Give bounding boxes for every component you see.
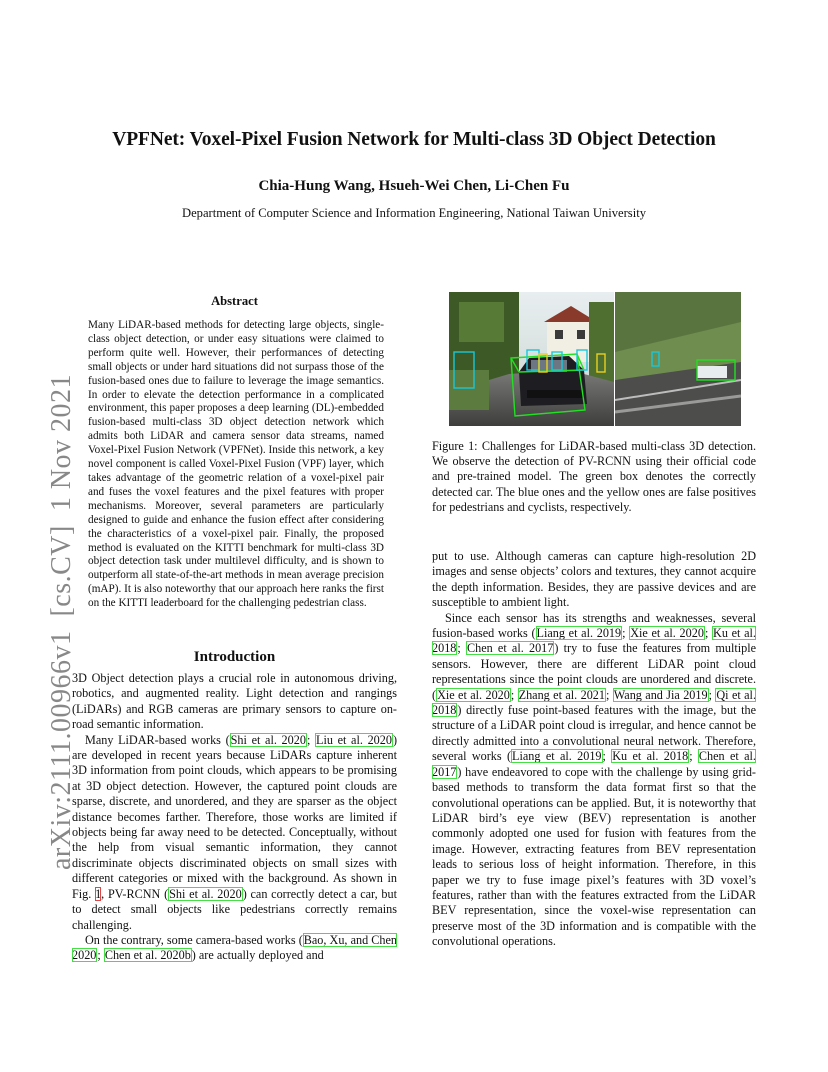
figure-1-caption: Figure 1: Challenges for LiDAR-based multi-class 3D detection. We observe the detection of PV-RCNN using their official code and pre-trained model. The green box denotes the correctly detected car. The blue ones and the yellow ones are false positives for pedestrians and cyclists, respectively. [432, 439, 756, 514]
citation-link[interactable]: Wang and Jia 2019 [613, 687, 708, 702]
figure-1-image [449, 292, 741, 426]
citation-link[interactable]: Liang et al. 2019 [512, 749, 602, 764]
paper-title: VPFNet: Voxel-Pixel Fusion Network for Multi-class 3D Object Detection [112, 129, 716, 150]
figure-ref-link[interactable]: 1 [95, 886, 102, 901]
intro-paragraph-2: Many LiDAR-based works (Shi et al. 2020; Liu et al. 2020) are developed in recent years because LiDARs capture inherent 3D information from point clouds, which appears to be promising at 3D object detection. However, the captured point clouds are sparse, discrete, and unordered, and they are sparser as the object distance becomes farther. Therefore, those works are limited if objects being far away need to be detected. Conceptually, without the help from visual semantic information, they cannot discriminate objects discriminated objects on small sizes with different categories or mixed with the background. As shown in Fig. 1, PV-RCNN (Shi et al. 2020) can correctly detect a car, but to detect small objects like pedestrians correctly remains challenging. [72, 732, 398, 932]
citation-link[interactable]: Liu et al. 2020 [316, 732, 392, 747]
citation-link[interactable]: Xie et al. 2020 [630, 626, 704, 641]
introduction-heading: Introduction [193, 649, 276, 665]
right-paragraph-2: Since each sensor has its strengths and weaknesses, several fusion-based works (Liang et al. 2019; Xie et al. 2020; Ku et al. 2018; Chen et al. 2017) try to fuse the features from multiple sensors. However, there are different LiDAR point cloud representations since the point clouds are unordered and discrete. (Xie et al. 2020; Zhang et al. 2021; Wang and Jia 2019; Qi et al. 2018) directly fuse point-based features with the image, but the structure of a LiDAR point cloud is irregular, and hence cannot be directly admitted into a convolutional neural network. Therefore, several works (Liang et al. 2019; Ku et al. 2018; Chen et al. 2017) have endeavored to cope with the challenge by using grid-based methods to transform the data format first so that the convolutional operations can be applied. But, it is noteworthy that LiDAR bird’s eye view (BEV) representation is another commonly adopted one used for fusion with features from the image. However, extracting features from BEV representation leads to serious loss of height information. Therefore, in this paper we try to fuse image pixel’s features with 3D voxel’s features, rather than with the features extracted from the LiDAR BEV representation, since the voxel-wise representation can preserve most of the 3D information and is compatible with the convolutional operations. [432, 610, 756, 949]
citation-link[interactable]: Chen et al. 2017 [432, 749, 756, 779]
citation-link[interactable]: Zhang et al. 2021 [518, 687, 605, 702]
citation-link[interactable]: Ku et al. 2018 [432, 626, 756, 656]
arxiv-id: arXiv:2111.00966v1 [46, 630, 77, 870]
citation-link[interactable]: Bao, Xu, and Chen 2020 [72, 932, 397, 963]
citation-link[interactable]: Liang et al. 2019 [536, 626, 622, 641]
citation-link[interactable]: Shi et al. 2020 [230, 732, 306, 747]
intro-paragraph-3: On the contrary, some camera-based works (Bao, Xu, and Chen 2020; Chen et al. 2020b) are actually deployed and [72, 932, 397, 963]
abstract-text: Many LiDAR-based methods for detecting large objects, single-class object detection, or under easy situations were claimed to perform quite well. However, their performances of detecting small objects or under hard situations did not surpass those of the fusion-based ones due to failure to leverage the image semantics. In order to elevate the detection performance in a complicated environment, this paper proposes a deep learning (DL)-embedded fusion-based multi-class 3D object detection network which admits both LiDAR and camera sensor data streams, named Voxel-Pixel Fusion Network (VPFNet). Inside this network, a key novel component is called Voxel-Pixel Fusion (VPF) layer, which takes advantage of the geometric relation of a voxel-pixel pair and fuses the voxel features and the pixel features with proper mechanisms. Moreover, several parameters are particularly designed to guide and enhance the fusion effect after considering the characteristics of a voxel-pixel pair. Finally, the proposed method is evaluated on the KITTI benchmark for multi-class 3D object detection task under multilevel difficulty, and is shown to outperform all state-of-the-art methods in mean average precision (mAP). It is also noteworthy that our approach here ranks the first on the KITTI leaderboard for the challenging pedestrian class. [88, 319, 384, 610]
abstract-heading: Abstract [211, 294, 258, 308]
citation-link[interactable]: Qi et al. 2018 [432, 687, 756, 718]
citation-link[interactable]: Chen et al. 2020b [104, 948, 191, 963]
paper-affiliation: Department of Computer Science and Information Engineering, National Taiwan University [181, 206, 647, 220]
citation-link[interactable]: Shi et al. 2020 [169, 886, 242, 901]
citation-link[interactable]: Chen et al. 2017 [466, 641, 554, 656]
citation-link[interactable]: Xie et al. 2020 [437, 687, 510, 702]
arxiv-category: [cs.CV] [46, 525, 77, 617]
right-paragraph-1: put to use. Although cameras can capture high-resolution 2D images and sense objects’ colors and textures, they cannot acquire the depth information. Besides, they are passive devices and are susceptible to ambient light. [432, 549, 756, 610]
paper-authors: Chia-Hung Wang, Hsueh-Wei Chen, Li-Chen Fu [258, 178, 570, 194]
detection-scene-image [449, 292, 741, 426]
right-column-body [432, 549, 756, 950]
intro-paragraph-1: 3D Object detection plays a crucial role in autonomous driving, robotics, and augmented reality. Light detection and rangings (LiDARs) and RGB cameras are primary sensors to capture on-road semantic information. [72, 671, 397, 732]
arxiv-date: 1 Nov 2021 [46, 373, 77, 512]
left-column-body [72, 671, 397, 964]
citation-link[interactable]: Ku et al. 2018 [612, 749, 689, 764]
